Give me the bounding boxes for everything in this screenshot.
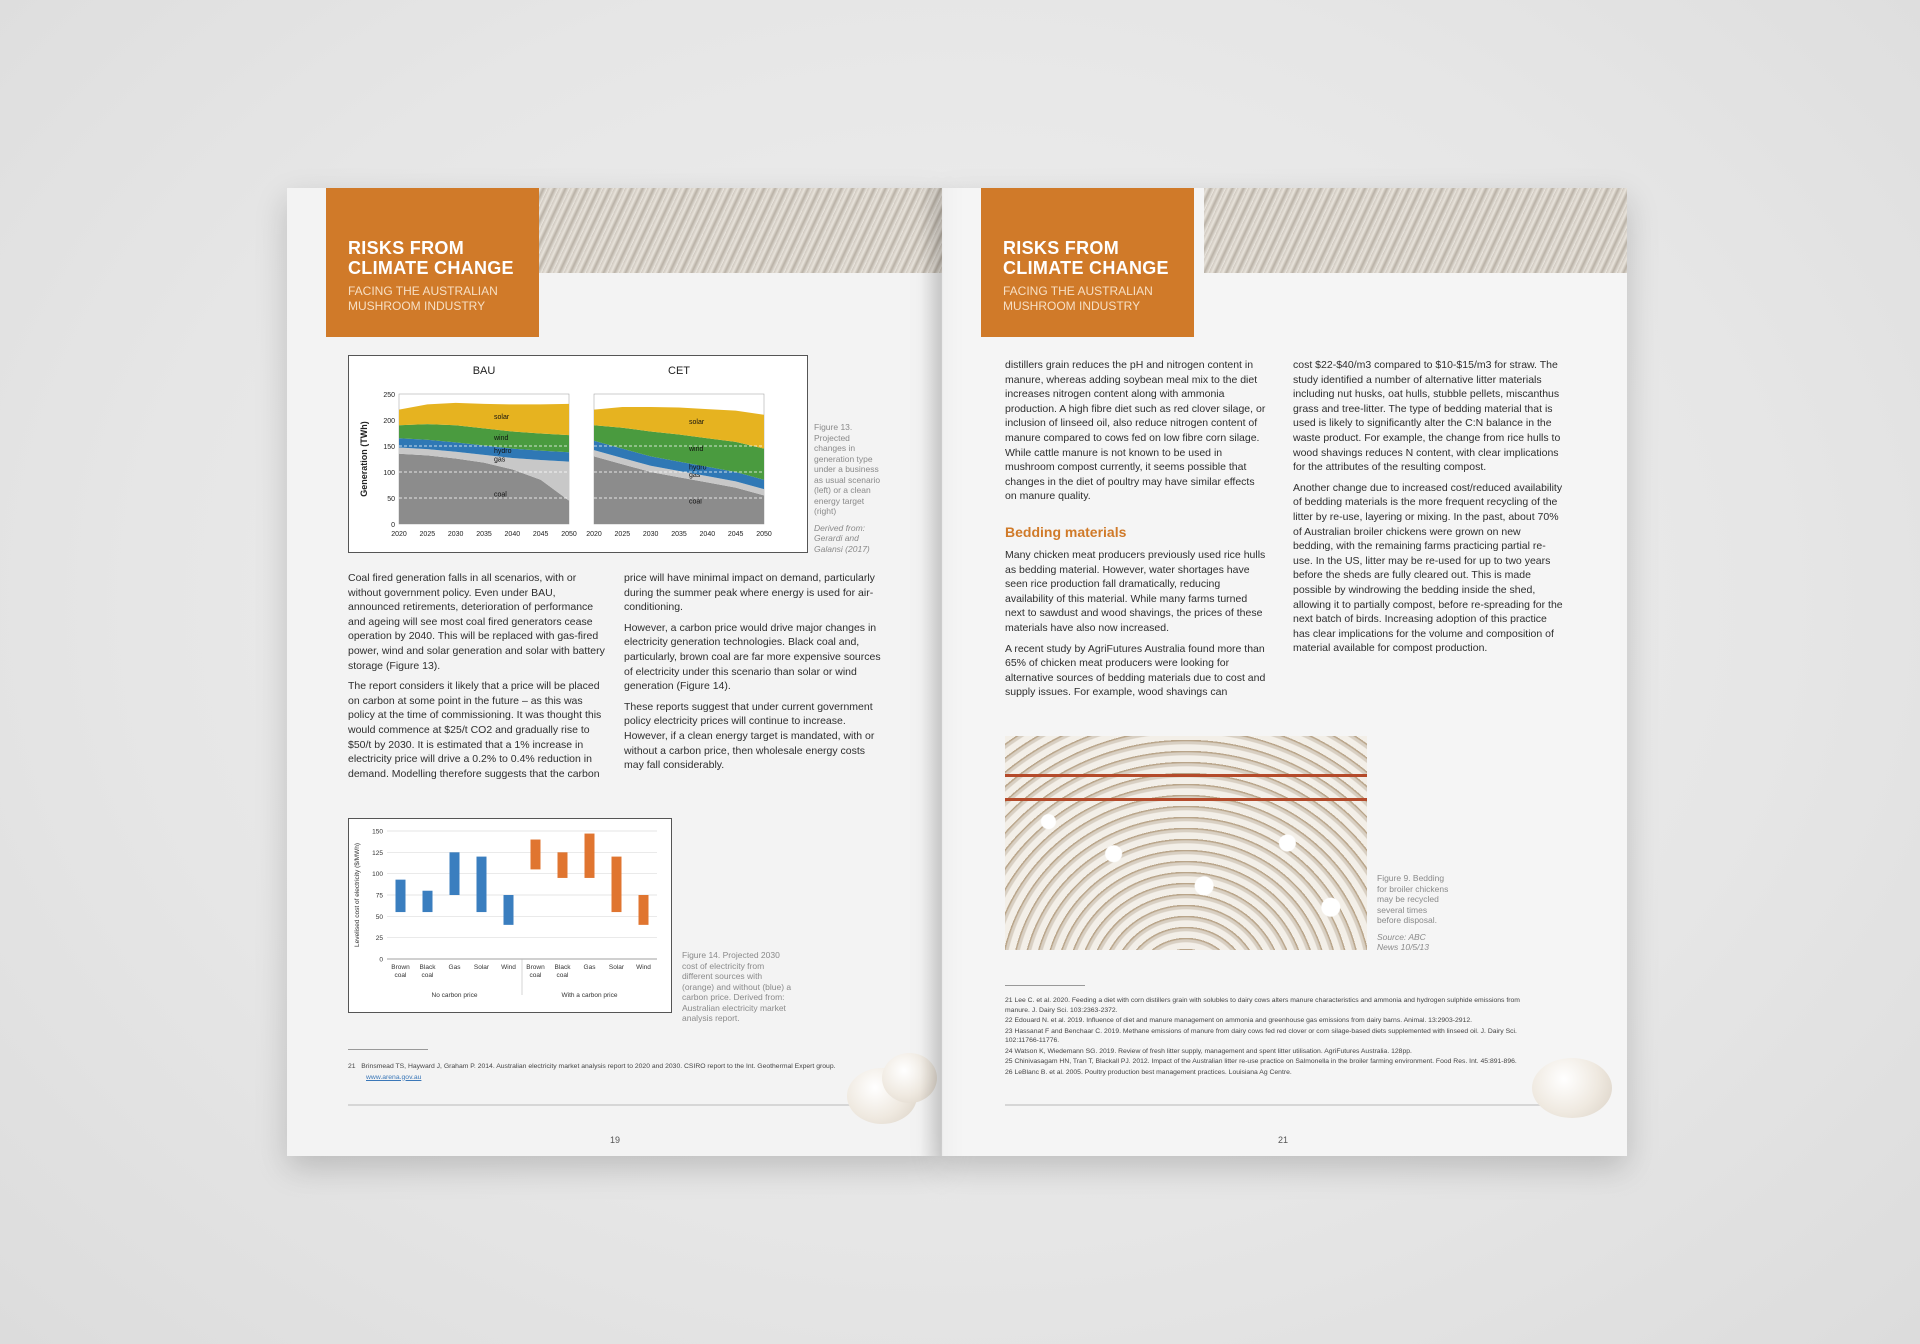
- paragraph: These reports suggest that under current government policy electricity prices will continue to increase. However, if a clean energy target is mandated, with or without a carbon price, then wholesale energy costs may fall considerably.: [624, 700, 875, 772]
- series-label-wind: wind: [494, 434, 509, 442]
- figure13-source: Derived from: Gerardi and Galansi (2017): [814, 522, 870, 554]
- range-bar: [423, 891, 433, 912]
- footnote-text: Chinivasagam HN, Tran T, Blackall PJ. 2012. Impact of the Australian litter re-use practice on Salmonella in the broiler farming environment. Food Res. Int. 45:891-896.: [1012, 1058, 1517, 1065]
- series-label-solar: solar: [689, 419, 705, 427]
- section-banner: [326, 188, 539, 337]
- footnote-item: [1005, 1068, 1545, 1078]
- x-tick-label: Brown: [526, 964, 545, 971]
- footnote-number: 25: [1005, 1058, 1013, 1065]
- section-banner: [981, 188, 1194, 337]
- banner-title: RISKS FROM CLIMATE CHANGE: [348, 238, 514, 278]
- figure13-caption: Figure 13. Projected changes in generation type under a business as usual scenario (left) or a clean energy target (right) Derived from: Gerardi and Galansi (2017): [814, 422, 881, 554]
- footnote-item: [1005, 1016, 1545, 1026]
- y-tick-label: 100: [383, 470, 395, 477]
- banner-subtitle: FACING THE AUSTRALIAN MUSHROOM INDUSTRY: [348, 284, 498, 313]
- group-label: No carbon price: [431, 992, 478, 999]
- figure9-caption: Figure 9. Bedding for broiler chickens may be recycled several times before disposal. Source: ABC News 10/5/13: [1377, 873, 1449, 952]
- x-tick-label: 2045: [727, 531, 744, 538]
- footnote-number: 24: [1005, 1047, 1013, 1055]
- x-tick-label: 2030: [642, 531, 659, 538]
- range-bar: [558, 852, 568, 878]
- x-tick-label: Solar: [473, 964, 490, 971]
- x-tick-label: 2050: [756, 531, 772, 538]
- x-tick-label: 2020: [391, 531, 407, 538]
- right-page: [942, 188, 1627, 1156]
- page-number-left: 19: [610, 1135, 621, 1145]
- series-label-gas: gas: [494, 456, 506, 464]
- footnote-text: Brinsmead TS, Hayward J, Graham P. 2014. Australian electricity market analysis report to 2020 and 2030. CSIRO report to the Int. Geothermal Expert group.: [361, 1063, 836, 1070]
- range-bar: [639, 895, 649, 925]
- banner-title: RISKS FROM CLIMATE CHANGE: [1003, 238, 1169, 278]
- paragraph: A recent study by AgriFutures Australia found more than 65% of chicken meat producers were looking for alternative sources of bedding materials due to cost and supply issues. For example, wood shavings can: [1005, 642, 1266, 699]
- series-label-gas: gas: [689, 472, 701, 480]
- range-bar: [531, 840, 541, 870]
- left-column-2: [624, 571, 882, 779]
- banner-photo-mushroom-gills: [537, 188, 942, 273]
- footnote-number: 21: [1005, 997, 1013, 1004]
- x-tick-label: Wind: [501, 964, 516, 971]
- x-tick-label: 2020: [586, 531, 602, 538]
- mushroom-image: [1532, 1058, 1612, 1118]
- range-bar: [585, 834, 595, 878]
- figure13-chart: [348, 355, 808, 553]
- section-heading: Bedding materials: [1005, 524, 1127, 540]
- footnote-link[interactable]: www.arena.gov.au: [366, 1073, 422, 1081]
- left-page: [287, 188, 942, 1156]
- series-label-hydro: hydro: [689, 464, 707, 472]
- paragraph: The report considers it likely that a price will be placed on carbon at some point in the future – as this was policy at the time of commissioning. It was thought this would commence at $25/t CO2 and gradually rise to $50/t by 2030. It is estimated that a 1% increase in electricity price will drive a 0.2% to 0.4% reduction in demand. Modelling therefore suggests that the carbon: [348, 680, 602, 780]
- x-tick-label: 2035: [476, 531, 492, 538]
- paragraph: Coal fired generation falls in all scenarios, with or without government policy. Even under BAU, announced retirements, deterioration of performance and ageing will see most coal fired generators cease operation by 2040. This will be replaced with gas-fired power, wind and solar generation and solar with battery storage (Figure 13).: [348, 572, 605, 672]
- y-tick-label: 25: [375, 935, 383, 943]
- paragraph: However, a carbon price would drive major changes in electricity generation technologies. Black coal and, particularly, brown coal are far more expensive sources of electricity under this scenario than solar or wind generation (Figure 14).: [624, 621, 881, 693]
- footnote-text: Watson K, Wiedemann SG. 2019. Review of fresh litter supply, management and spent litter utilisation. AgriFutures Australia. 128pp.: [1012, 1047, 1412, 1055]
- x-tick-label: 2045: [532, 531, 549, 538]
- mushroom-image: [882, 1053, 937, 1103]
- y-tick-label: 50: [375, 913, 383, 921]
- x-tick-label: 2025: [614, 531, 631, 538]
- footnote-rule: [1005, 985, 1085, 986]
- page-number-right: 21: [1278, 1135, 1289, 1145]
- x-tick-label: 2035: [671, 531, 687, 538]
- y-tick-label: 75: [375, 892, 383, 900]
- footnote-rule: [348, 1049, 428, 1050]
- series-label-solar: solar: [494, 414, 510, 422]
- left-footnotes: [348, 1062, 868, 1083]
- paragraph: distillers grain reduces the pH and nitrogen content in manure, whereas adding soybean meal mix to the diet increases nitrogen content along with ammonia production. A high fibre diet such as red clover silage, or inclusion of linseed oil, also reduce nitrogen content of manure compared to cows fed on low fibre corn silage. While cattle manure is not known to be used in mushroom compost currently, it seems possible that changes in the diet of poultry may have similar effects on manure quality.: [1005, 359, 1266, 503]
- x-tick-label: 2025: [419, 531, 436, 538]
- x-tick-label: coal: [556, 972, 569, 979]
- y-tick-label: 50: [387, 496, 395, 503]
- paragraph: cost $22-$40/m3 compared to $10-$15/m3 for straw. The study identified a number of alternative litter materials including nut husks, oat hulls, stubble pellets, miscanthus grass and tree-litter. The type of bedding material that is used is likely to significantly alter the C:N balance in the waste product. For example, the change from rice hulls to wood shavings reduces N content, with clear implications for the attributes of the resulting compost.: [1293, 359, 1561, 474]
- x-tick-label: Black: [419, 964, 436, 971]
- figure14-chart: [348, 818, 672, 1013]
- range-bar: [504, 895, 514, 925]
- x-tick-label: 2050: [561, 531, 577, 538]
- banner-photo-mushroom-gills: [1204, 188, 1627, 273]
- footnote-number: 22: [1005, 1017, 1013, 1024]
- figure13-svg: [349, 356, 807, 552]
- y-tick-label: 0: [391, 522, 395, 529]
- footnote-item: [1005, 1047, 1545, 1057]
- footnote-number: 23: [1005, 1027, 1013, 1035]
- y-axis-label: Levelised cost of electricity ($/MWh): [354, 842, 361, 948]
- series-label-hydro: hydro: [494, 448, 512, 456]
- bottom-rule: [1005, 1104, 1565, 1106]
- x-tick-label: Brown: [391, 964, 410, 971]
- right-column-1-top: [1005, 358, 1267, 510]
- x-tick-label: 2040: [504, 531, 521, 538]
- range-bar: [396, 880, 406, 912]
- footnote-text: LeBlanc B. et al. 2005. Poultry production best management practices. Louisiana Ag Centre.: [1012, 1068, 1292, 1076]
- panel-title: BAU: [472, 365, 496, 377]
- y-tick-label: 150: [372, 828, 383, 836]
- left-column-1: [348, 571, 606, 787]
- group-label: With a carbon price: [561, 992, 618, 999]
- broiler-chickens-photo: [1005, 736, 1367, 950]
- series-label-coal: coal: [494, 491, 507, 499]
- y-tick-label: 150: [383, 444, 395, 451]
- x-tick-label: Wind: [636, 964, 651, 971]
- bottom-rule: [348, 1104, 888, 1106]
- x-tick-label: coal: [421, 972, 434, 979]
- figure14-caption: Figure 14. Projected 2030 cost of electricity from different sources with (orange) and without (blue) a carbon price. Derived from: Australian electricity market analysis report.: [682, 950, 792, 1023]
- x-tick-label: Solar: [608, 964, 625, 971]
- figure9-source: Source: ABC News 10/5/13: [1377, 931, 1429, 952]
- banner-subtitle: FACING THE AUSTRALIAN MUSHROOM INDUSTRY: [1003, 284, 1153, 313]
- paragraph: Many chicken meat producers previously used rice hulls as bedding material. However, water shortages have seen rice production fall dramatically, reducing availability of this material. While many farms turned next to sawdust and wood shavings, the prices of these materials have also now increased.: [1005, 549, 1266, 634]
- footnote-text: Hassanat F and Benchaar C. 2019. Methane emissions of manure from dairy cows fed red clover or corn silage-based diets supplemented with linseed oil. J. Dairy Sci. 102:11766-11776.: [1005, 1027, 1517, 1044]
- x-tick-label: coal: [394, 972, 407, 979]
- footnote-text: Lee C. et al. 2020. Feeding a diet with corn distillers grain with solubles to dairy cows alters manure characteristics and ammonia and hydrogen sulphide emissions from manure. J. Dairy Sci. 103:2363-2372.: [1005, 997, 1520, 1014]
- y-tick-label: 0: [379, 956, 383, 964]
- y-axis-label: Generation (TWh): [359, 421, 369, 497]
- footnote-item: [1005, 1027, 1545, 1046]
- feeder-line: [1005, 774, 1367, 777]
- x-tick-label: coal: [529, 972, 542, 979]
- range-bar: [450, 852, 460, 895]
- footnote-number: 21: [348, 1063, 356, 1070]
- footnote-text: Edouard N. et al. 2019. Influence of diet and manure management on ammonia and greenhouse gas emissions from dairy barns. Animal. 13:2903-2912.: [1012, 1017, 1473, 1024]
- right-footnotes: [1005, 996, 1545, 1078]
- series-label-coal: coal: [689, 498, 702, 506]
- series-label-wind: wind: [689, 446, 704, 454]
- panel-title: CET: [668, 365, 690, 377]
- x-tick-label: Black: [554, 964, 571, 971]
- right-column-1-bottom: [1005, 548, 1267, 706]
- y-tick-label: 200: [383, 418, 395, 425]
- footnote-item: [1005, 1057, 1545, 1067]
- paragraph: Another change due to increased cost/reduced availability of bedding materials is the more frequent recycling of the litter by re-use, layering or mixing. In the past, about 70% of Australian broiler chickens were grown on new bedding, with the remaining farms practicing partial re-use. In the US, litter may be re-used for up to two years before the sheds are fully cleared out. This is made possible by windrowing the bedding inside the shed, allowing it to partially compost, before re-spreading for the next batch of birds. Increasing adoption of this practice has clear implications for the volume and composition of material available for compost production.: [1293, 481, 1563, 655]
- y-tick-label: 100: [372, 871, 383, 879]
- footnote-number: 26: [1005, 1068, 1013, 1076]
- figure14-svg: [349, 819, 671, 1012]
- footnote-item: [1005, 996, 1545, 1015]
- right-column-2: [1293, 358, 1563, 662]
- x-tick-label: 2040: [699, 531, 716, 538]
- x-tick-label: Gas: [583, 964, 596, 971]
- y-tick-label: 250: [383, 392, 395, 399]
- y-tick-label: 125: [372, 849, 383, 857]
- paragraph: price will have minimal impact on demand, particularly during the summer peak where energy is used for air-conditioning.: [624, 572, 875, 614]
- x-tick-label: Gas: [448, 964, 461, 971]
- range-bar: [612, 857, 622, 912]
- x-tick-label: 2030: [447, 531, 464, 538]
- feeder-line: [1005, 798, 1367, 801]
- range-bar: [477, 857, 487, 912]
